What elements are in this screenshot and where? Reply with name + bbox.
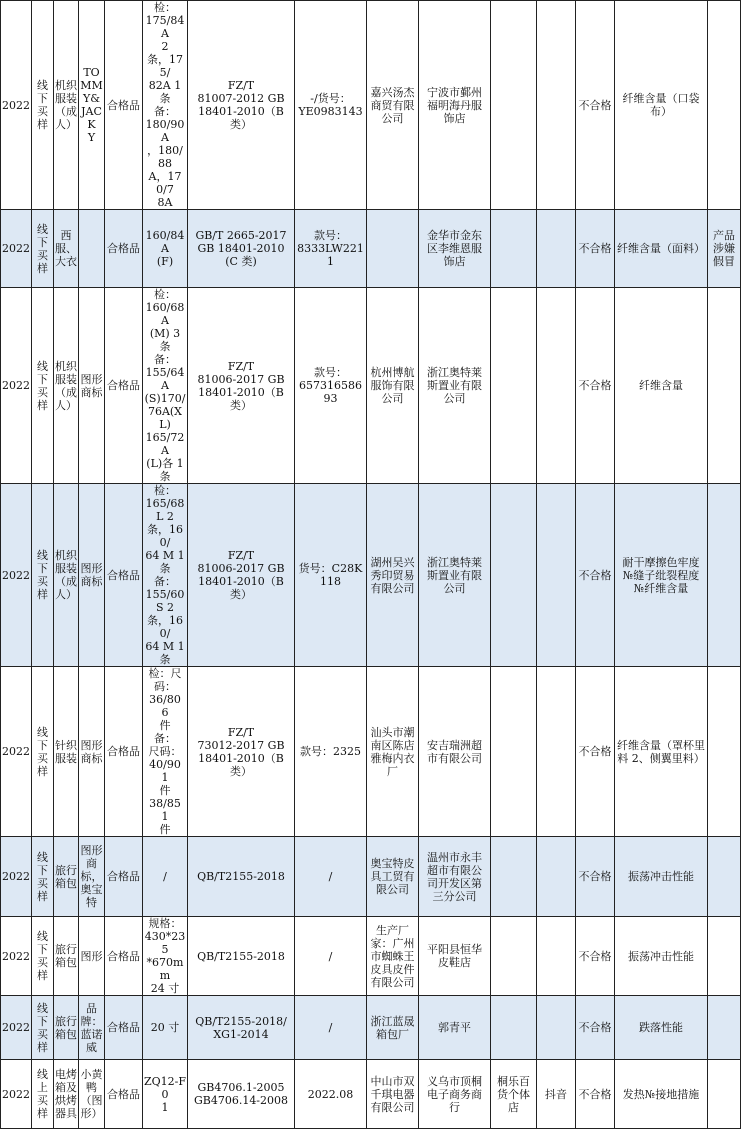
label-cell: 合格品 xyxy=(105,667,143,837)
batch-cell: 款号： 65731658693 xyxy=(295,288,367,484)
brand-cell: 图形 商 标， 奥宝 特 xyxy=(79,837,105,917)
standard-cell: GB/T 2665-2017 GB 18401-2010 (C 类) xyxy=(188,210,295,288)
table-row xyxy=(1,996,741,1060)
result-cell: 不合格 xyxy=(576,996,615,1060)
spec-cell: ZQ12-F0 1 xyxy=(143,1060,188,1129)
product-cell: 机织 服装 （成 人） xyxy=(54,288,79,484)
note-cell xyxy=(708,484,741,667)
standard-cell: FZ/T 81006-2017 GB 18401-2010（B 类） xyxy=(188,288,295,484)
item-cell: 耐干摩擦色牢度 №缝子纰裂程度 №纤维含量 xyxy=(615,484,708,667)
item-cell: 发热№接地措施 xyxy=(615,1060,708,1129)
note-cell xyxy=(708,1,741,210)
channel-cell: 线 下 买 样 xyxy=(32,288,54,484)
label-cell: 合格品 xyxy=(105,837,143,917)
year-cell: 2022 xyxy=(1,837,32,917)
label-cell: 合格品 xyxy=(105,996,143,1060)
year-cell: 2022 xyxy=(1,667,32,837)
platform-cell xyxy=(491,917,537,996)
shop-cell xyxy=(537,917,576,996)
channel-cell: 线 下 买 样 xyxy=(32,917,54,996)
seller-cell: 义乌市顶桐 电子商务商 行 xyxy=(419,1060,491,1129)
standard-cell: GB4706.1-2005 GB4706.14-2008 xyxy=(188,1060,295,1129)
shop-cell xyxy=(537,484,576,667)
label-cell: 合格品 xyxy=(105,1060,143,1129)
note-cell: 产品 涉嫌 假冒 xyxy=(708,210,741,288)
shop-cell xyxy=(537,667,576,837)
year-cell: 2022 xyxy=(1,917,32,996)
brand-cell: 小黄 鸭 （图 形） xyxy=(79,1060,105,1129)
brand-cell: 图形 商标 xyxy=(79,484,105,667)
seller-cell: 宁波市鄞州 福明海丹服 饰店 xyxy=(419,1,491,210)
result-cell: 不合格 xyxy=(576,917,615,996)
channel-cell: 线下 买样 xyxy=(32,1,54,210)
channel-cell: 线 上 买 样 xyxy=(32,1060,54,1129)
brand-cell: 图形 商标 xyxy=(79,667,105,837)
note-cell xyxy=(708,837,741,917)
manufacturer-cell: 汕头市潮 南区陈店 雅梅内衣 厂 xyxy=(367,667,419,837)
batch-cell: / xyxy=(295,996,367,1060)
shop-cell xyxy=(537,1,576,210)
year-cell: 2022 xyxy=(1,210,32,288)
table-row xyxy=(1,1060,741,1129)
shop-cell xyxy=(537,996,576,1060)
standard-cell: QB/T2155-2018 xyxy=(188,917,295,996)
item-cell: 纤维含量（面料） xyxy=(615,210,708,288)
batch-cell: 2022.08 xyxy=(295,1060,367,1129)
product-cell: 针织 服装 xyxy=(54,667,79,837)
note-cell xyxy=(708,1060,741,1129)
seller-cell: 浙江奥特莱 斯置业有限 公司 xyxy=(419,288,491,484)
product-cell: 旅行 箱包 xyxy=(54,837,79,917)
manufacturer-cell: 生产厂 家：广州 市蜘蛛王 皮具皮件 有限公司 xyxy=(367,917,419,996)
label-cell: 合格品 xyxy=(105,210,143,288)
spec-cell: 检： 160/68A (M) 3 条 备： 155/64A (S)170/ 76A(XL) 165/72A (L)各 1 条 xyxy=(143,288,188,484)
note-cell xyxy=(708,996,741,1060)
shop-cell xyxy=(537,288,576,484)
table-row xyxy=(1,917,741,996)
spec-cell: 检：尺 码： 36/80 6 件 备： 尺码： 40/90 1 件 38/85 1 件 xyxy=(143,667,188,837)
result-cell: 不合格 xyxy=(576,837,615,917)
label-cell: 合格品 xyxy=(105,288,143,484)
platform-cell xyxy=(491,288,537,484)
shop-cell xyxy=(537,837,576,917)
item-cell: 纤维含量（罩杯里 料 2、侧翼里料） xyxy=(615,667,708,837)
manufacturer-cell: 中山市双 千琪电器 有限公司 xyxy=(367,1060,419,1129)
seller-cell: 郭青平 xyxy=(419,996,491,1060)
result-cell: 不合格 xyxy=(576,667,615,837)
standard-cell: QB/T2155-2018/ XG1-2014 xyxy=(188,996,295,1060)
channel-cell: 线 下 买 样 xyxy=(32,837,54,917)
item-cell: 振荡冲击性能 xyxy=(615,837,708,917)
seller-cell: 平阳县恒华 皮鞋店 xyxy=(419,917,491,996)
table-row xyxy=(1,1,741,210)
standard-cell: FZ/T 73012-2017 GB 18401-2010（B 类） xyxy=(188,667,295,837)
product-cell: 电烤 箱及 烘烤 器具 xyxy=(54,1060,79,1129)
brand-cell: 图形 商标 xyxy=(79,288,105,484)
spec-cell: 检： 175/84A 2 条，175/ 82A 1 条 备： 180/90A ，180/88 A，170/7 8A xyxy=(143,1,188,210)
product-cell: 旅行 箱包 xyxy=(54,996,79,1060)
brand-cell: 图形 xyxy=(79,917,105,996)
note-cell xyxy=(708,288,741,484)
standard-cell: QB/T2155-2018 xyxy=(188,837,295,917)
product-cell: 旅行 箱包 xyxy=(54,917,79,996)
product-cell: 机织 服装 （成 人） xyxy=(54,1,79,210)
note-cell xyxy=(708,667,741,837)
table-row xyxy=(1,288,741,484)
brand-cell: 品 牌： 蓝诺 威 xyxy=(79,996,105,1060)
table-body xyxy=(1,1,741,1129)
standard-cell: FZ/T 81007-2012 GB 18401-2010（B 类） xyxy=(188,1,295,210)
manufacturer-cell: 嘉兴汤杰 商贸有限 公司 xyxy=(367,1,419,210)
manufacturer-cell: 奥宝特皮 具工贸有 限公司 xyxy=(367,837,419,917)
seller-cell: 安吉瑞洲超 市有限公司 xyxy=(419,667,491,837)
result-cell: 不合格 xyxy=(576,1060,615,1129)
batch-cell: 款号： 8333LW2211 xyxy=(295,210,367,288)
shop-cell xyxy=(537,210,576,288)
spec-cell: 160/84A (F) xyxy=(143,210,188,288)
platform-cell xyxy=(491,210,537,288)
standard-cell: FZ/T 81006-2017 GB 18401-2010（B 类） xyxy=(188,484,295,667)
platform-cell xyxy=(491,484,537,667)
item-cell: 纤维含量（口袋 布） xyxy=(615,1,708,210)
label-cell: 合格品 xyxy=(105,484,143,667)
year-cell: 2022 xyxy=(1,1060,32,1129)
spec-cell: / xyxy=(143,837,188,917)
batch-cell: 款号：2325 xyxy=(295,667,367,837)
seller-cell: 浙江奥特莱 斯置业有限 公司 xyxy=(419,484,491,667)
table-row xyxy=(1,210,741,288)
channel-cell: 线 下 买 样 xyxy=(32,667,54,837)
year-cell: 2022 xyxy=(1,288,32,484)
manufacturer-cell: 浙江蓝晟 箱包厂 xyxy=(367,996,419,1060)
batch-cell: -/货号： YE0983143 xyxy=(295,1,367,210)
product-cell: 西 服、大衣 xyxy=(54,210,79,288)
table-row xyxy=(1,837,741,917)
platform-cell xyxy=(491,1,537,210)
batch-cell: / xyxy=(295,917,367,996)
manufacturer-cell xyxy=(367,210,419,288)
item-cell: 纤维含量 xyxy=(615,288,708,484)
item-cell: 跌落性能 xyxy=(615,996,708,1060)
seller-cell: 温州市永丰 超市有限公 司开发区第 三分公司 xyxy=(419,837,491,917)
seller-cell: 金华市金东 区李维恩服 饰店 xyxy=(419,210,491,288)
year-cell: 2022 xyxy=(1,484,32,667)
channel-cell: 线 下 买样 xyxy=(32,210,54,288)
platform-cell: 桐乐百 货个体 店 xyxy=(491,1060,537,1129)
channel-cell: 线 下 买 样 xyxy=(32,996,54,1060)
result-cell: 不合格 xyxy=(576,288,615,484)
spec-cell: 检： 165/68 L 2 条，160/ 64 M 1 条 备： 155/60 S 2 条，160/ 64 M 1 条 xyxy=(143,484,188,667)
result-cell: 不合格 xyxy=(576,210,615,288)
label-cell: 合格品 xyxy=(105,917,143,996)
result-cell: 不合格 xyxy=(576,1,615,210)
spec-cell: 规格： 430*235 *670mm 24 寸 xyxy=(143,917,188,996)
shop-cell: 抖音 xyxy=(537,1060,576,1129)
batch-cell: 货号：C28K118 xyxy=(295,484,367,667)
manufacturer-cell: 杭州博航 服饰有限 公司 xyxy=(367,288,419,484)
year-cell: 2022 xyxy=(1,1,32,210)
table-row xyxy=(1,667,741,837)
note-cell xyxy=(708,917,741,996)
platform-cell xyxy=(491,996,537,1060)
year-cell: 2022 xyxy=(1,996,32,1060)
platform-cell xyxy=(491,837,537,917)
batch-cell: / xyxy=(295,837,367,917)
product-cell: 机织 服装 （成 人） xyxy=(54,484,79,667)
brand-cell xyxy=(79,210,105,288)
label-cell: 合格品 xyxy=(105,1,143,210)
manufacturer-cell: 湖州吴兴 秀印贸易 有限公司 xyxy=(367,484,419,667)
result-cell: 不合格 xyxy=(576,484,615,667)
channel-cell: 线 下 买 样 xyxy=(32,484,54,667)
table-row xyxy=(1,484,741,667)
platform-cell xyxy=(491,667,537,837)
spec-cell: 20 寸 xyxy=(143,996,188,1060)
item-cell: 振荡冲击性能 xyxy=(615,917,708,996)
brand-cell: TOMM Y& JACK Y xyxy=(79,1,105,210)
